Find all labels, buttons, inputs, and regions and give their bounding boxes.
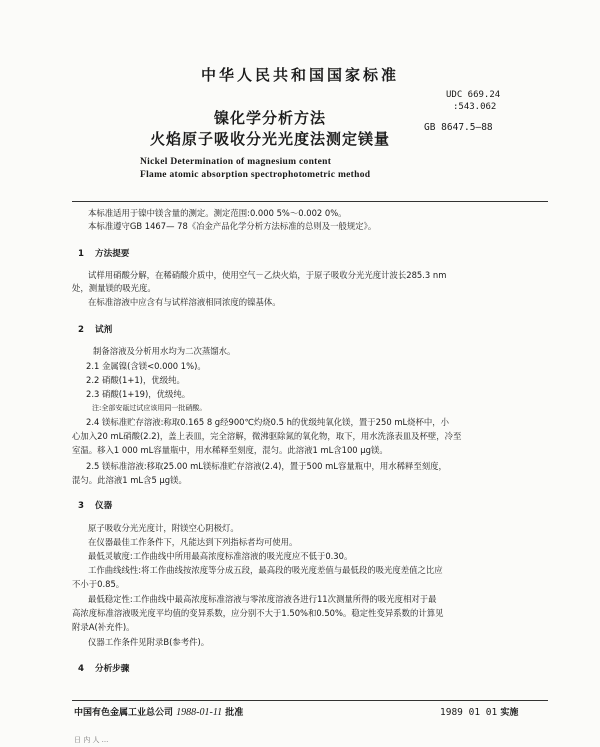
reagent-item: 2.2 硝酸(1+1)，优级纯。 xyxy=(86,375,185,385)
section-4-heading xyxy=(78,662,129,674)
doc-title-line2: 火焰原子吸收分光光度法测定镁量 xyxy=(149,130,390,148)
section-title: 分析步骤 xyxy=(95,664,130,674)
reagent-2-4-line2: 心加入20 mL硝酸(2.2)，盖上表皿，完全溶解，微沸驱除氮的氧化物，取下，用水洗涤表皿及杯壁，冷至 xyxy=(72,431,462,441)
section-title: 方法提要 xyxy=(95,249,130,259)
bottom-stamp: 日 内 人 ... xyxy=(74,736,109,744)
section-title: 仪器 xyxy=(95,501,113,511)
approval-label: 批准 xyxy=(225,708,244,718)
section-number: 1 xyxy=(78,249,84,259)
standard-title: 中华人民共和国国家标准 xyxy=(200,66,399,84)
english-title-line2: Flame atomic absorption spectrophotometric method xyxy=(140,170,371,180)
section-3-linearity-b: 不小于0.85。 xyxy=(72,579,125,589)
reagent-2-4-line3: 室温。移入1 000 mL容量瓶中，用水稀释至刻度，混匀。此溶液1 mL含100 μg镁。 xyxy=(72,445,388,455)
section-3-stability-c: 附录A(补充件)。 xyxy=(72,622,135,632)
section-2-intro: 制备溶液及分析用水均为二次蒸馏水。 xyxy=(93,346,236,356)
doc-title-line1: 镍化学分析方法 xyxy=(213,109,326,127)
footer-divider xyxy=(72,700,548,701)
section-3-stability-b: 高浓度标准溶液吸光度平均值的变异系数，应分别不大于1.50%和0.50%。稳定性变异系数的计算见 xyxy=(72,608,444,618)
section-3-heading xyxy=(78,499,112,511)
section-1-para-2: 在标准溶液中应含有与试样溶液相同浓度的镍基体。 xyxy=(88,297,281,307)
gb-code: GB 8647.5—88 xyxy=(424,122,493,133)
reagent-item: 2.1 金属镍(含镁<0.000 1%)。 xyxy=(86,361,206,371)
section-1-heading xyxy=(78,247,129,259)
section-1-para-1a: 试样用硝酸分解，在稀硝酸介质中，使用空气－乙炔火焰，于原子吸收分光光度计波长285.3 nm xyxy=(88,270,447,280)
intro-compliance: 本标准遵守GB 1467— 78《冶金产品化学分析方法标准的总则及一般规定》。 xyxy=(88,221,377,231)
footer-approval xyxy=(74,705,243,718)
header-divider xyxy=(72,201,548,202)
english-title-line1: Nickel Determination of magnesium content xyxy=(140,157,332,167)
section-2-heading xyxy=(78,323,112,335)
implementation-date: 1989 01 01 xyxy=(440,707,498,718)
udc-code-line2: :543.062 xyxy=(453,102,497,112)
section-3-para-2: 在仪器最佳工作条件下，凡能达到下列指标者均可使用。 xyxy=(88,537,298,547)
implementation-label: 实施 xyxy=(500,708,519,718)
section-1-para-1b: 处，测量镁的吸光度。 xyxy=(72,283,156,293)
reagent-2-5-line2: 混匀。此溶液1 mL含5 μg镁。 xyxy=(72,475,187,485)
section-number: 3 xyxy=(78,501,84,511)
footer-implementation xyxy=(440,705,518,718)
approval-date: 1988-01-11 xyxy=(176,707,223,718)
section-title: 试剂 xyxy=(95,325,113,335)
reagent-2-4-line1: 2.4 镁标准贮存溶液:称取0.165 8 g经900℃灼烧0.5 h的优级纯氧化镁，置于250 mL烧杯中，小 xyxy=(86,417,450,427)
section-3-stability-a: 最低稳定性:工作曲线中最高浓度标准溶液与零浓度溶液各进行11次测量所得的吸光度相对于最 xyxy=(88,594,437,604)
section-3-para-1: 原子吸收分光光度计，附镁空心阴极灯。 xyxy=(88,523,239,533)
udc-code-line1: UDC 669.24 xyxy=(446,90,501,100)
reagent-note: 注:全部安瓿过试应该用同一批硝酸。 xyxy=(92,404,207,412)
section-number: 2 xyxy=(78,325,84,335)
section-3-para-6: 仪器工作条件见附录B(参考件)。 xyxy=(88,637,210,647)
section-3-sensitivity: 最低灵敏度:工作曲线中所用最高浓度标准溶液的吸光度应不低于0.30。 xyxy=(88,551,353,561)
reagent-item: 2.3 硝酸(1+19)，优级纯。 xyxy=(86,389,191,399)
intro-scope: 本标准适用于镍中镁含量的测定。测定范围:0.000 5%～0.002 0%。 xyxy=(88,208,347,218)
issuing-org: 中国有色金属工业总公司 xyxy=(74,708,174,718)
section-number: 4 xyxy=(78,664,84,674)
reagent-2-5-line1: 2.5 镁标准溶液:移取25.00 mL镁标准贮存溶液(2.4)，置于500 mL容量瓶中，用水稀释至刻度， xyxy=(86,461,447,471)
section-3-linearity-a: 工作曲线线性:将工作曲线按浓度等分成五段，最高段的吸光度差值与最低段的吸光度差值之比应 xyxy=(88,565,443,575)
